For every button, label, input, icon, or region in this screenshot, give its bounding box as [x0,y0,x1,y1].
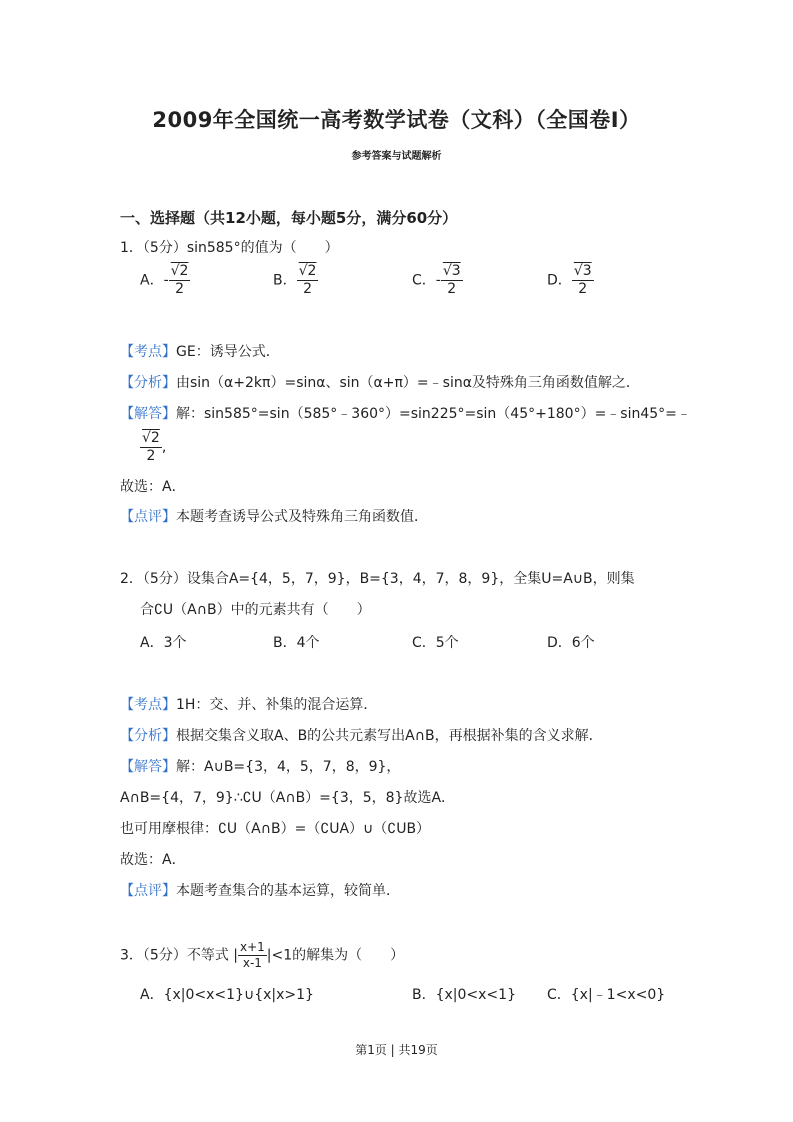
option-label: B． [273,272,297,289]
dianping-tag: 【点评】 [120,883,176,899]
fraction-denominator: 2 [447,281,457,297]
q1-fenxi [120,373,640,393]
q2-dianping [120,881,400,901]
option-label: D． [547,272,572,289]
minus-sign: - [435,272,441,289]
fraction [238,940,267,971]
jieda-text: 解：A∪B={3，4，5，7，8，9}， [176,759,401,775]
fraction-numerator: √2 [142,430,160,446]
fraction-numerator: √3 [442,263,461,279]
q2-option-c: C．5个 [412,635,459,651]
dianping-tag: 【点评】 [120,509,176,525]
q2-option-b: B．4个 [273,635,320,651]
q3-stem-pre: 3．（5分）不等式 | [120,947,238,964]
kaodian-tag: 【考点】 [120,344,176,360]
fraction [572,263,594,298]
fraction-denominator: 2 [146,448,156,464]
q3-option-b: B．{x|0<x<1} [412,987,516,1003]
fraction [297,263,319,298]
q1-jieda-fraction [140,430,166,465]
fraction-numerator: x+1 [239,940,265,954]
fraction [140,430,162,465]
fenxi-text: 根据交集含义取A、B的公共元素写出A∩B，再根据补集的含义求解． [176,728,603,744]
q1-dianping [120,507,428,527]
fraction-numerator: √2 [170,263,189,279]
q2-stem-line1: 2．（5分）设集合A={4，5，7，9}，B={3，4，7，8，9}，全集U=A∪B，则集 [120,571,635,587]
q2-kaodian [120,695,377,715]
dianping-text: 本题考查诱导公式及特殊角三角函数值． [176,509,428,525]
jieda-tag: 【解答】 [120,759,176,775]
q1-option-d [547,263,594,298]
q1-option-b [273,263,318,298]
q2-jieda [120,757,400,777]
option-label: C． [412,272,436,289]
fraction [169,263,191,298]
q2-option-d: D．6个 [547,635,595,651]
fraction-denominator: x-1 [242,956,262,970]
q1-guxuan: 故选：A． [120,479,186,495]
fraction-numerator: √2 [298,263,317,279]
page-footer: 第1页 | 共19页 [355,1043,438,1057]
q3-option-c: C．{x|﹣1<x<0} [547,987,666,1003]
q3-stem-post: |<1的解集为（ ） [266,947,405,964]
fraction [441,263,463,298]
q2-fenxi [120,726,603,746]
page-title: 2009年全国统一高考数学试卷（文科）（全国卷Ⅰ） [152,108,641,132]
q3-stem [120,940,404,971]
jieda-text: 解：sin585°=sin（585°﹣360°）=sin225°=sin（45°+180°）=﹣sin45°=﹣ [176,406,691,422]
q2-guxuan: 故选：A． [120,852,186,868]
option-label: A． [140,272,164,289]
fraction-numerator: √3 [573,263,592,279]
page-subtitle: 参考答案与试题解析 [351,151,442,162]
q2-solution-line3: 也可用摩根律：∁U（A∩B）=（∁UA）∪（∁UB） [120,821,431,837]
q1-option-c [412,263,463,298]
q1-jieda [120,404,691,424]
q2-stem-line2: 合∁U（A∩B）中的元素共有（ ） [140,602,371,618]
q3-option-a: A．{x|0<x<1}∪{x|x>1} [140,987,314,1003]
kaodian-text: GE：诱导公式． [176,344,280,360]
kaodian-tag: 【考点】 [120,697,176,713]
minus-sign: - [163,272,169,289]
fraction-denominator: 2 [578,281,588,297]
fenxi-tag: 【分析】 [120,375,176,391]
q1-option-a [140,263,190,298]
fraction-denominator: 2 [175,281,185,297]
kaodian-text: 1H：交、并、补集的混合运算． [176,697,378,713]
comma: , [161,439,167,456]
dianping-text: 本题考查集合的基本运算，较简单． [176,883,400,899]
q1-stem: 1．（5分）sin585°的值为（ ） [120,240,339,256]
q1-kaodian [120,342,280,362]
fenxi-tag: 【分析】 [120,728,176,744]
jieda-tag: 【解答】 [120,406,176,422]
fenxi-text: 由sin（α+2kπ）=sinα、sin（α+π）=﹣sinα及特殊角三角函数值解之． [176,375,640,391]
section-heading: 一、选择题（共12小题，每小题5分，满分60分） [120,209,458,227]
q2-solution-line2: A∩B={4，7，9}∴∁U（A∩B）={3，5，8}故选A． [120,790,456,806]
q2-option-a: A．3个 [140,635,187,651]
fraction-denominator: 2 [303,281,312,297]
